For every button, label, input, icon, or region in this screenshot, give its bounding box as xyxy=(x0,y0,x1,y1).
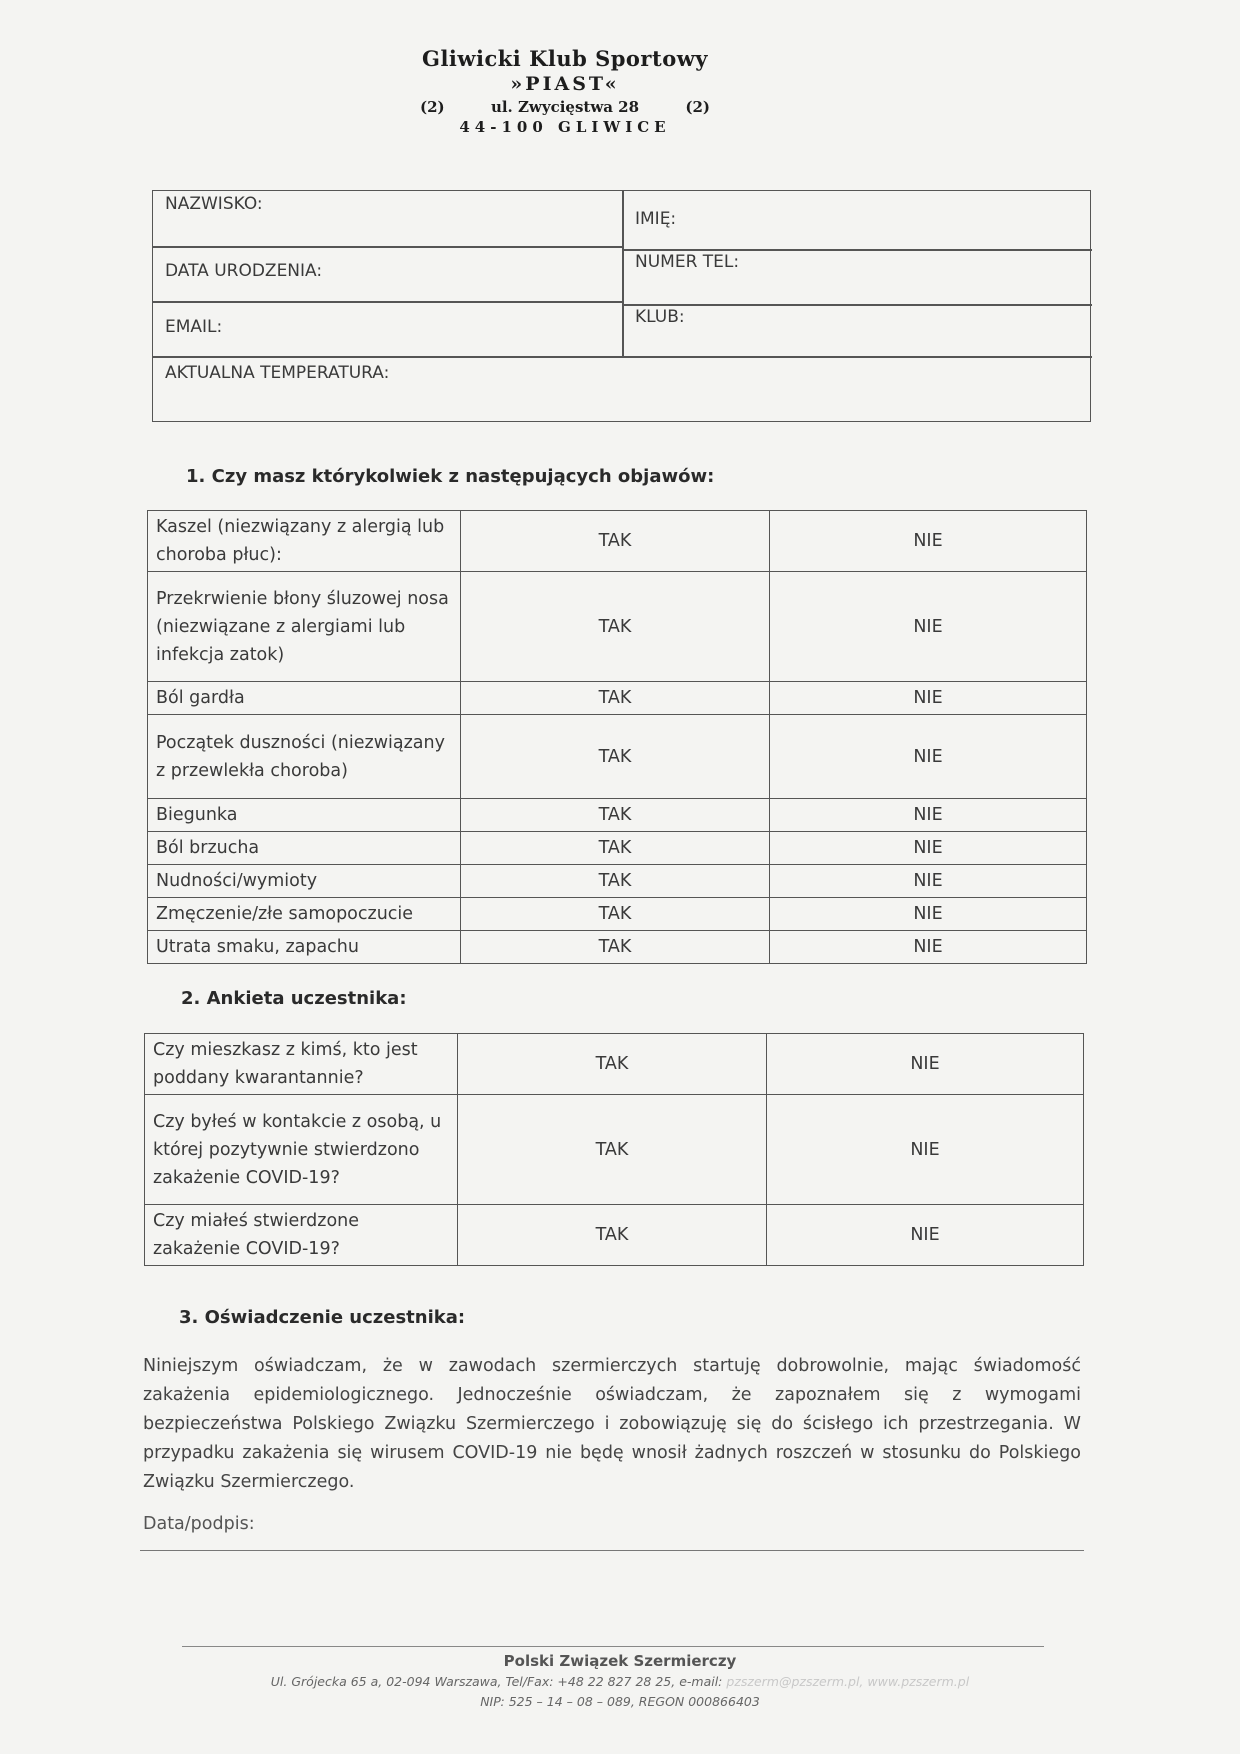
section3-heading: 3. Oświadczenie uczestnika: xyxy=(179,1307,466,1328)
question-row xyxy=(148,865,1087,898)
footer-website-link[interactable]: www.pzszerm.pl xyxy=(867,1674,970,1689)
question-row xyxy=(148,799,1087,832)
question-row xyxy=(145,1034,1084,1095)
section1-heading: 1. Czy masz którykolwiek z następujących objawów: xyxy=(186,466,715,487)
answer-no-option[interactable]: NIE xyxy=(766,1095,1083,1205)
question-row xyxy=(148,898,1087,931)
club-field[interactable]: KLUB: xyxy=(635,307,685,327)
question-label: Przekrwienie błony śluzowej nosa (niezwiązane z alergiami lub infekcja zatok) xyxy=(148,572,461,682)
temperature-field[interactable]: AKTUALNA TEMPERATURA: xyxy=(165,363,390,383)
question-label: Biegunka xyxy=(148,799,461,832)
answer-yes-option[interactable]: TAK xyxy=(461,898,770,931)
answer-no-option[interactable]: NIE xyxy=(769,865,1086,898)
stamp-street-right: (2) xyxy=(685,98,710,116)
question-label: Nudności/wymioty xyxy=(148,865,461,898)
footer-address xyxy=(0,1674,1240,1689)
stamp-club-brand: »PIAST« xyxy=(510,73,620,95)
stamp-street: ul. Zwycięstwa 28 xyxy=(490,98,640,116)
question-row xyxy=(148,682,1087,715)
footer-address-text: Ul. Grójecka 65 a, 02-094 Warszawa, Tel/Fax: +48 22 827 28 25, e-mail: xyxy=(270,1674,723,1689)
divider xyxy=(153,246,622,248)
answer-no-option[interactable]: NIE xyxy=(769,832,1086,865)
first-name-field[interactable]: IMIĘ: xyxy=(635,209,677,229)
question-row xyxy=(145,1095,1084,1205)
question-row xyxy=(145,1205,1084,1266)
answer-no-option[interactable]: NIE xyxy=(766,1205,1083,1266)
divider xyxy=(622,304,1092,306)
answer-no-option[interactable]: NIE xyxy=(769,572,1086,682)
question-row xyxy=(148,572,1087,682)
divider xyxy=(153,301,622,303)
signature-label: Data/podpis: xyxy=(143,1514,255,1534)
answer-yes-option[interactable]: TAK xyxy=(461,931,770,964)
footer-registration: NIP: 525 – 14 – 08 – 089, REGON 000866403 xyxy=(480,1694,760,1709)
divider xyxy=(622,191,624,357)
question-row xyxy=(148,715,1087,799)
section2-heading: 2. Ankieta uczestnika: xyxy=(181,988,407,1009)
footer-organization: Polski Związek Szermierczy xyxy=(503,1652,737,1670)
email-field[interactable]: EMAIL: xyxy=(165,317,223,337)
surname-field[interactable]: NAZWISKO: xyxy=(165,194,263,214)
symptoms-table xyxy=(147,510,1087,964)
answer-yes-option[interactable]: TAK xyxy=(461,799,770,832)
answer-yes-option[interactable]: TAK xyxy=(458,1034,767,1095)
question-row xyxy=(148,511,1087,572)
question-row xyxy=(148,832,1087,865)
question-label: Ból gardła xyxy=(148,682,461,715)
answer-no-option[interactable]: NIE xyxy=(769,898,1086,931)
phone-field[interactable]: NUMER TEL: xyxy=(635,252,740,272)
footer-divider xyxy=(182,1646,1044,1647)
answer-yes-option[interactable]: TAK xyxy=(461,682,770,715)
answer-yes-option[interactable]: TAK xyxy=(461,865,770,898)
divider xyxy=(153,356,1092,358)
stamp-street-line xyxy=(400,98,730,116)
question-label: Kaszel (niezwiązany z alergią lub choroba płuc): xyxy=(148,511,461,572)
question-label: Ból brzucha xyxy=(148,832,461,865)
birth-date-field[interactable]: DATA URODZENIA: xyxy=(165,261,323,281)
answer-no-option[interactable]: NIE xyxy=(769,715,1086,799)
answer-yes-option[interactable]: TAK xyxy=(458,1095,767,1205)
answer-yes-option[interactable]: TAK xyxy=(461,715,770,799)
question-label: Czy miałeś stwierdzone zakażenie COVID-19? xyxy=(145,1205,458,1266)
declaration-text: Niniejszym oświadczam, że w zawodach szermierczych startuję dobrowolnie, mając świadomość zakażenia epidemiologicznego. Jednocześnie oświadczam, że zapoznałem się z wymogami bezpieczeństwa Polskiego Związku Szermierczego i zobowiązuję się do ścisłego ich przestrzegania. W przypadku zakażenia się wirusem COVID-19 nie będę wnosił żadnych roszczeń w stosunku do Polskiego Związku Szermierczego. xyxy=(143,1356,1081,1492)
answer-yes-option[interactable]: TAK xyxy=(461,572,770,682)
question-label: Początek duszności (niezwiązany z przewlekła choroba) xyxy=(148,715,461,799)
stamp-city: 44-100 GLIWICE xyxy=(459,118,671,136)
question-label: Czy byłeś w kontakcie z osobą, u której pozytywnie stwierdzono zakażenie COVID-19? xyxy=(145,1095,458,1205)
question-label: Czy mieszkasz z kimś, kto jest poddany kwarantannie? xyxy=(145,1034,458,1095)
answer-no-option[interactable]: NIE xyxy=(766,1034,1083,1095)
participant-survey-table xyxy=(144,1033,1084,1266)
divider xyxy=(622,249,1092,251)
answer-yes-option[interactable]: TAK xyxy=(461,511,770,572)
answer-no-option[interactable]: NIE xyxy=(769,799,1086,832)
signature-line[interactable] xyxy=(140,1550,1084,1551)
question-row xyxy=(148,931,1087,964)
answer-no-option[interactable]: NIE xyxy=(769,511,1086,572)
stamp-street-left: (2) xyxy=(420,98,445,116)
answer-yes-option[interactable]: TAK xyxy=(458,1205,767,1266)
answer-no-option[interactable]: NIE xyxy=(769,931,1086,964)
club-stamp xyxy=(400,46,730,136)
question-label: Zmęczenie/złe samopoczucie xyxy=(148,898,461,931)
answer-yes-option[interactable]: TAK xyxy=(461,832,770,865)
stamp-club-name: Gliwicki Klub Sportowy xyxy=(422,46,708,71)
footer-email-link[interactable]: pzszerm@pzszerm.pl, xyxy=(726,1674,864,1689)
answer-no-option[interactable]: NIE xyxy=(769,682,1086,715)
question-label: Utrata smaku, zapachu xyxy=(148,931,461,964)
personal-info-table xyxy=(152,190,1091,422)
